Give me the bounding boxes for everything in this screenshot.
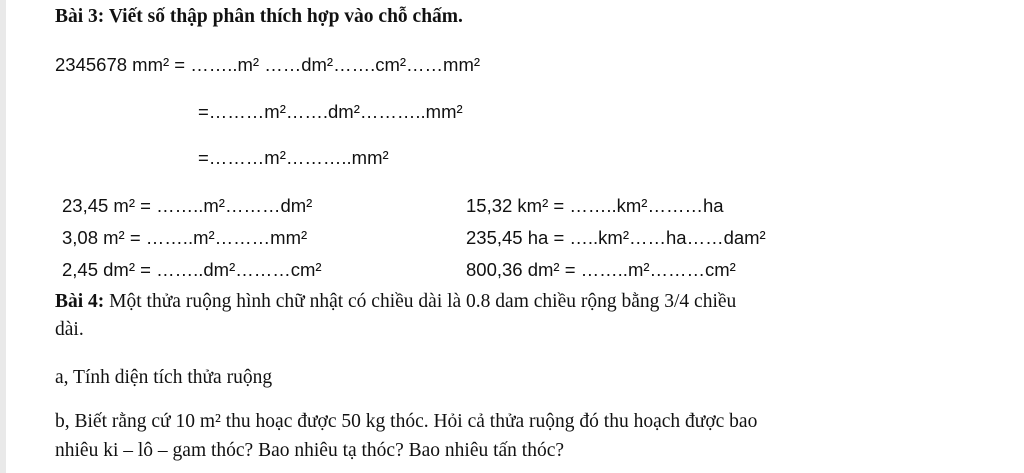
bai3-row-1: 2345678 mm² = ……..m² ……dm²…….cm²……mm² (55, 54, 481, 75)
bai4-label: Bài 4: (55, 291, 105, 312)
bai3-row-3: =………m²………..mm² (198, 147, 389, 168)
right-exercise-3: 800,36 dm² = ……..m²………cm² (466, 259, 736, 280)
bai3-row-2: =………m²…….dm²………..mm² (198, 101, 463, 122)
bai4-part-b-line2: nhiêu ki – lô – gam thóc? Bao nhiêu tạ thóc? Bao nhiêu tấn thóc? (55, 440, 565, 461)
left-page-edge (0, 0, 6, 473)
right-exercise-2: 235,45 ha = …..km²……ha……dam² (466, 227, 766, 248)
bai4-part-a: a, Tính diện tích thửa ruộng (55, 367, 273, 388)
bai3-heading (55, 5, 463, 29)
left-exercise-2: 3,08 m² = ……..m²………mm² (62, 227, 308, 248)
bai4-intro-text: Một thửa ruộng hình chữ nhật có chiều dài là 0.8 dam chiều rộng bằng 3/4 chiều (104, 291, 737, 312)
bai4-intro-line2: dài. (55, 319, 84, 340)
bai4-intro-line1 (55, 290, 736, 314)
right-exercise-1: 15,32 km² = ……..km²………ha (466, 195, 724, 216)
bai3-label: Bài 3: (55, 6, 105, 27)
left-exercise-1: 23,45 m² = ……..m²………dm² (62, 195, 313, 216)
left-exercise-3: 2,45 dm² = ……..dm²………cm² (62, 259, 322, 280)
bai3-title: Viết số thập phân thích hợp vào chỗ chấm. (104, 6, 463, 27)
bai4-part-b-line1: b, Biết rằng cứ 10 m² thu hoạc được 50 kg thóc. Hỏi cả thửa ruộng đó thu hoạch được bao (55, 411, 758, 432)
